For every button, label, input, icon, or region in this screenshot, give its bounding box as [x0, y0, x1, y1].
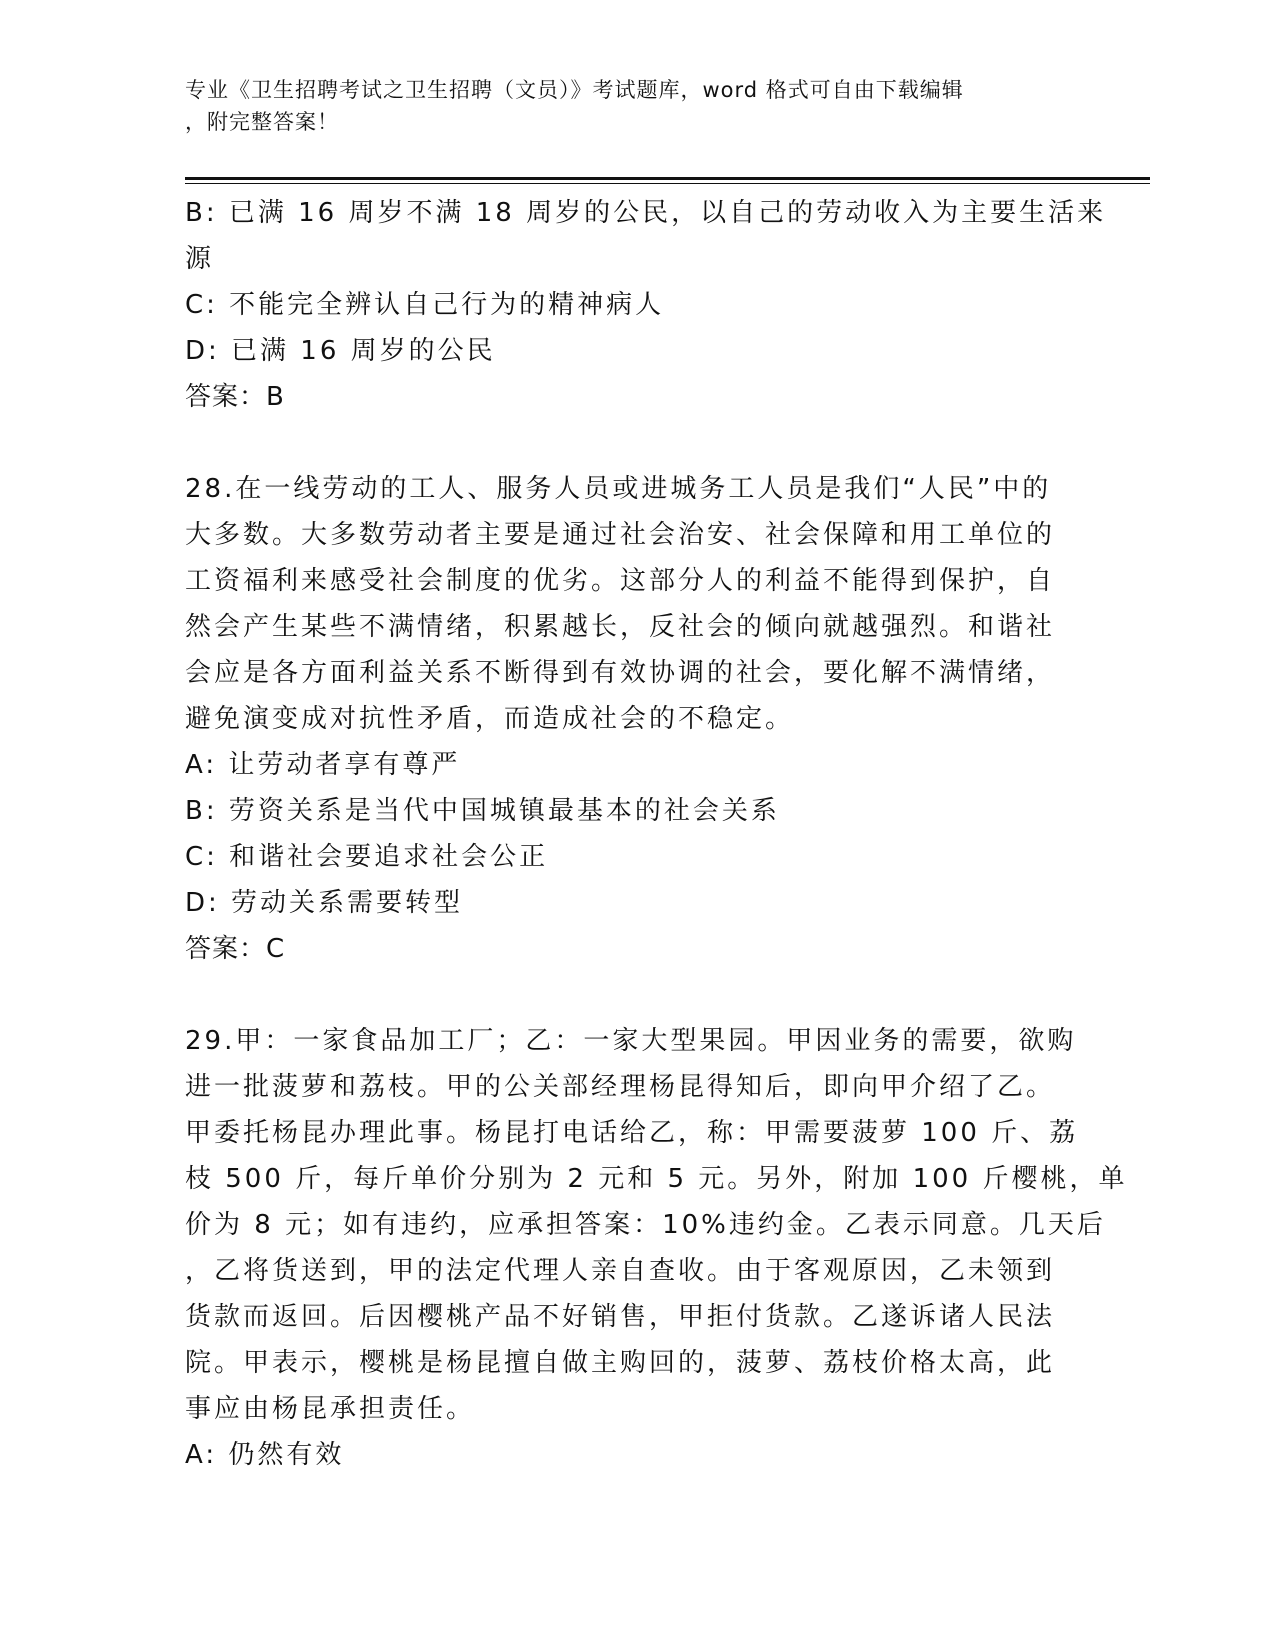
header-line-2: ，附完整答案！	[185, 110, 339, 134]
q28-option-d: D: 劳动关系需要转型	[185, 888, 464, 918]
q27-option-b-line-2: 源	[185, 244, 215, 274]
q29-stem-line: 甲委托杨昆办理此事。杨昆打电话给乙，称：甲需要菠萝 100 斤、荔	[185, 1118, 1079, 1148]
q29-stem-line: 进一批菠萝和荔枝。甲的公关部经理杨昆得知后，即向甲介绍了乙。	[185, 1072, 1056, 1102]
header-divider-thick	[185, 177, 1150, 180]
q28-option-c: C: 和谐社会要追求社会公正	[185, 842, 549, 872]
q29-stem-line: 29.甲：一家食品加工厂；乙：一家大型果园。甲因业务的需要，欲购	[185, 1026, 1077, 1056]
question-28	[185, 466, 1065, 972]
spacer	[185, 972, 1065, 1018]
header-line-1: 专业《卫生招聘考试之卫生招聘（文员）》考试题库，word 格式可自由下载编辑	[185, 78, 964, 102]
q28-stem-line: 大多数。大多数劳动者主要是通过社会治安、社会保障和用工单位的	[185, 520, 1056, 550]
q27-option-b-line-1: B: 已满 16 周岁不满 18 周岁的公民，以自己的劳动收入为主要生活来	[185, 198, 1107, 228]
header-divider-thin	[185, 183, 1150, 184]
question-27	[185, 190, 1107, 420]
q27-option-c: C: 不能完全辨认自己行为的精神病人	[185, 290, 665, 320]
q29-stem-line: 价为 8 元；如有违约，应承担答案：10%违约金。乙表示同意。几天后	[185, 1210, 1106, 1240]
q28-option-b: B: 劳资关系是当代中国城镇最基本的社会关系	[185, 796, 780, 826]
document-body	[185, 190, 1128, 1478]
q28-option-a: A: 让劳动者享有尊严	[185, 750, 461, 780]
q28-stem-line: 工资福利来感受社会制度的优劣。这部分人的利益不能得到保护，自	[185, 566, 1056, 596]
q29-stem-line: 货款而返回。后因樱桃产品不好销售，甲拒付货款。乙遂诉诸人民法	[185, 1302, 1056, 1332]
q29-stem-line: 事应由杨昆承担责任。	[185, 1394, 476, 1424]
page-header	[185, 74, 1065, 138]
q28-stem-line: 会应是各方面利益关系不断得到有效协调的社会，要化解不满情绪，	[185, 658, 1056, 688]
q27-option-d: D: 已满 16 周岁的公民	[185, 336, 496, 366]
q28-stem-line: 28.在一线劳动的工人、服务人员或进城务工人员是我们“人民”中的	[185, 474, 1052, 504]
q28-stem-line: 然会产生某些不满情绪，积累越长，反社会的倾向就越强烈。和谐社	[185, 612, 1056, 642]
question-29	[185, 1018, 1128, 1478]
q29-stem-line: ，乙将货送到，甲的法定代理人亲自查收。由于客观原因，乙未领到	[185, 1256, 1056, 1286]
spacer	[185, 420, 1065, 466]
q28-stem-line: 避免演变成对抗性矛盾，而造成社会的不稳定。	[185, 704, 795, 734]
q29-stem-line: 院。甲表示，樱桃是杨昆擅自做主购回的，菠萝、荔枝价格太高，此	[185, 1348, 1056, 1378]
q27-answer: 答案：B	[185, 382, 285, 412]
q28-answer: 答案：C	[185, 934, 286, 964]
q29-stem-line: 枝 500 斤，每斤单价分别为 2 元和 5 元。另外，附加 100 斤樱桃，单	[185, 1164, 1128, 1194]
q29-option-a: A: 仍然有效	[185, 1440, 345, 1470]
